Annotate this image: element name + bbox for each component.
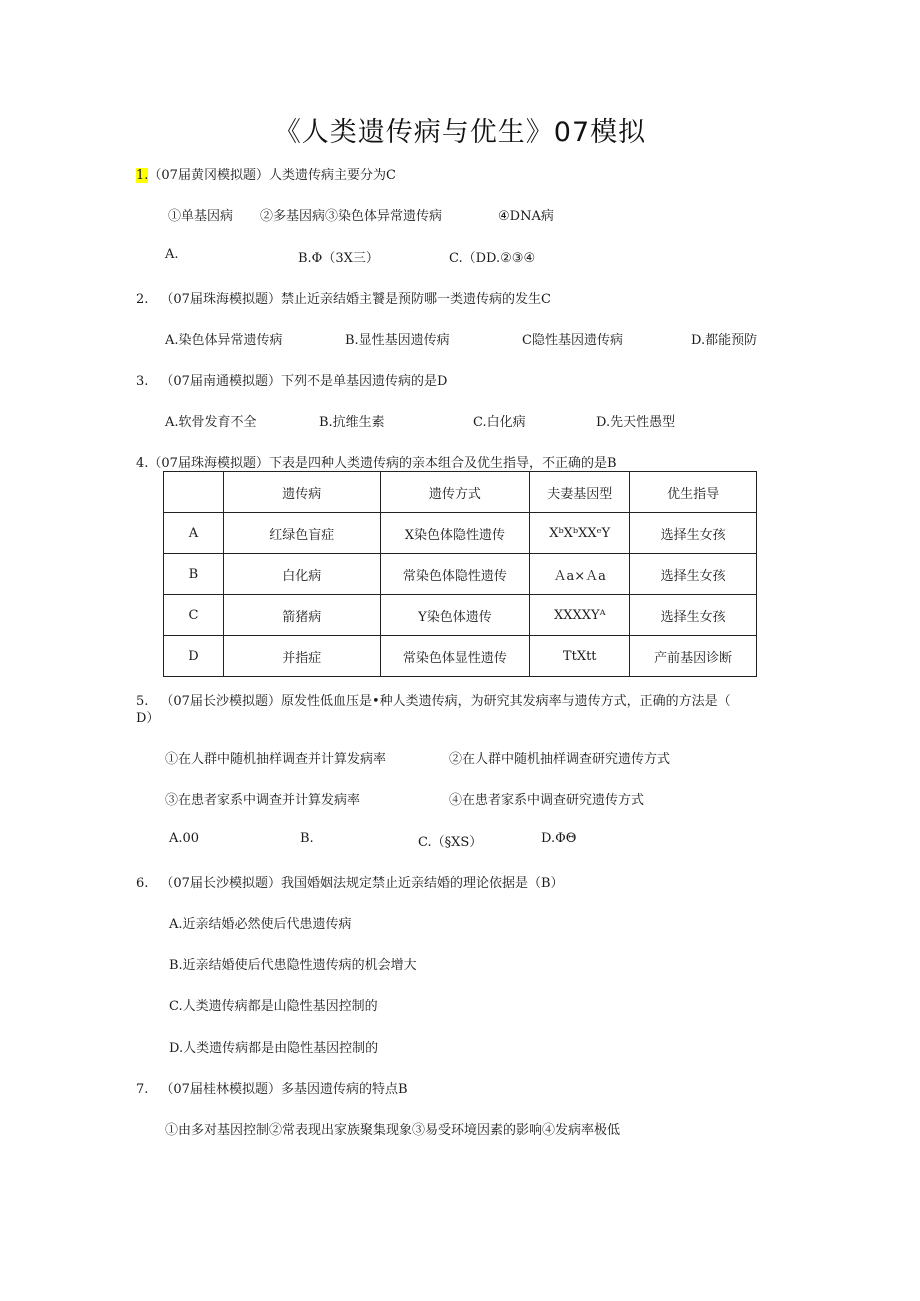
table-cell: X染色体隐性遗传 — [380, 513, 530, 554]
q1-choice-a: A. — [165, 247, 179, 262]
header-cell: 夫妻基因型 — [530, 472, 630, 513]
question-number: 5. — [136, 694, 149, 709]
q2-choice-a: A.染色体异常遗传病 — [165, 333, 283, 348]
q5-choice-c: C.（§XS） — [418, 835, 483, 850]
q5-choice-a: A.00 — [169, 831, 200, 846]
question-number: 4. — [136, 456, 149, 471]
q5-option-4: ④在患者家系中调查研究遗传方式 — [449, 793, 645, 808]
question-number: 7. — [136, 1082, 149, 1097]
question-text: （07届珠海模拟题）下表是四种人类遗传病的亲本组合及优生指导，不正确的是B — [148, 456, 617, 471]
question-3-stem — [136, 370, 447, 389]
table-cell: 箭猪病 — [223, 595, 380, 636]
question-number: 3. — [136, 374, 149, 389]
q1-choice-b: B.Φ（3X三） — [298, 251, 379, 266]
table-cell: 产前基因诊断 — [630, 636, 757, 677]
q2-choice-d: D.都能预防 — [691, 333, 758, 348]
table-row — [164, 554, 757, 595]
q5-choice-b: B. — [300, 831, 314, 846]
question-5-stem — [136, 690, 731, 709]
table-header-row — [164, 472, 757, 513]
q7-options: ①由多对基因控制②常表现出家族聚集现象③易受环境因素的影响④发病率极低 — [165, 1123, 621, 1138]
table-row — [164, 513, 757, 554]
q3-choice-d: D.先天性愚型 — [596, 415, 676, 430]
q2-choice-c: C隐性基因遗传病 — [522, 333, 623, 348]
question-text: （07届珠海模拟题）禁止近亲结婚主饕是预防哪一类遗传病的发生C — [160, 292, 551, 307]
table-cell: B — [164, 554, 224, 595]
question-text: （07届南通模拟题）下列不是单基因遗传病的是D — [160, 374, 448, 389]
table-cell: D — [164, 636, 224, 677]
header-cell: 遗传方式 — [380, 472, 530, 513]
q6-choice-b: B.近亲结婚使后代患隐性遗传病的机会增大 — [169, 958, 417, 973]
question-text: （07届桂林模拟题）多基因遗传病的特点B — [160, 1082, 408, 1097]
question-5-answer: D） — [136, 711, 160, 726]
question-number: 2. — [136, 292, 149, 307]
q1-choice-c: C.（DD.②③④ — [449, 251, 536, 266]
q2-choice-b: B.显性基因遗传病 — [345, 333, 450, 348]
table-cell: 选择生女孩 — [630, 513, 757, 554]
table-cell: Y染色体遗传 — [380, 595, 530, 636]
question-text: （07届长沙模拟题）我国婚姻法规定禁止近亲结婚的理论依据是（B） — [160, 876, 564, 891]
genetic-disease-table — [163, 471, 757, 677]
table-cell: XᵇXᵇXXᵉY — [530, 513, 630, 554]
table-cell: 红绿色盲症 — [223, 513, 380, 554]
table-cell: 选择生女孩 — [630, 595, 757, 636]
q1-option-2: ②多基因病③染色体异常遗传病 — [260, 209, 443, 224]
table-cell: A — [164, 513, 224, 554]
q6-choice-a: A.近亲结婚必然使后代患遗传病 — [169, 917, 352, 932]
table-cell: 常染色体隐性遗传 — [380, 554, 530, 595]
q6-choice-c: C.人类遗传病都是山隐性基因控制的 — [169, 999, 378, 1014]
q5-option-1: ①在人群中随机抽样调查并计算发病率 — [165, 752, 387, 767]
q3-choice-b: B.抗维生素 — [319, 415, 385, 430]
table-cell: 并指症 — [223, 636, 380, 677]
q3-choice-c: C.白化病 — [473, 415, 526, 430]
page-title: 《人类遗传病与优生》07模拟 — [273, 117, 647, 148]
table-cell: C — [164, 595, 224, 636]
header-cell: 遗传病 — [223, 472, 380, 513]
question-number: 6. — [136, 876, 149, 891]
q6-choice-d: D.人类遗传病都是由隐性基因控制的 — [169, 1041, 379, 1056]
question-1-stem — [136, 164, 396, 183]
table-row — [164, 595, 757, 636]
question-text: （07届黄冈模拟题）人类遗传病主要分为C — [148, 168, 396, 183]
header-cell — [164, 472, 224, 513]
table-row — [164, 636, 757, 677]
q1-option-3: ④DNA病 — [498, 209, 554, 224]
table-cell: Ａa×Ａa — [530, 554, 630, 595]
q3-choice-a: A.软骨发育不全 — [165, 415, 257, 430]
table-cell: 常染色体显性遗传 — [380, 636, 530, 677]
header-cell: 优生指导 — [630, 472, 757, 513]
table-cell: 选择生女孩 — [630, 554, 757, 595]
question-text: （07届长沙模拟题）原发性低血压是•种人类遗传病，为研究其发病率与遗传方式，正确的方法是（ — [160, 694, 731, 709]
question-7-stem — [136, 1078, 408, 1097]
question-4-stem — [136, 452, 617, 471]
question-2-stem — [136, 288, 551, 307]
q5-option-3: ③在患者家系中调查并计算发病率 — [165, 793, 361, 808]
question-number: 1. — [136, 168, 149, 183]
q5-choice-d: D.ΦΘ — [541, 831, 577, 846]
table-cell: 白化病 — [223, 554, 380, 595]
q1-option-1: ①单基因病 — [168, 209, 234, 224]
table-cell: TtXtt — [530, 636, 630, 677]
q5-option-2: ②在人群中随机抽样调查研究遗传方式 — [449, 752, 671, 767]
question-6-stem — [136, 872, 564, 891]
table-cell: XXXXYᴬ — [530, 595, 630, 636]
